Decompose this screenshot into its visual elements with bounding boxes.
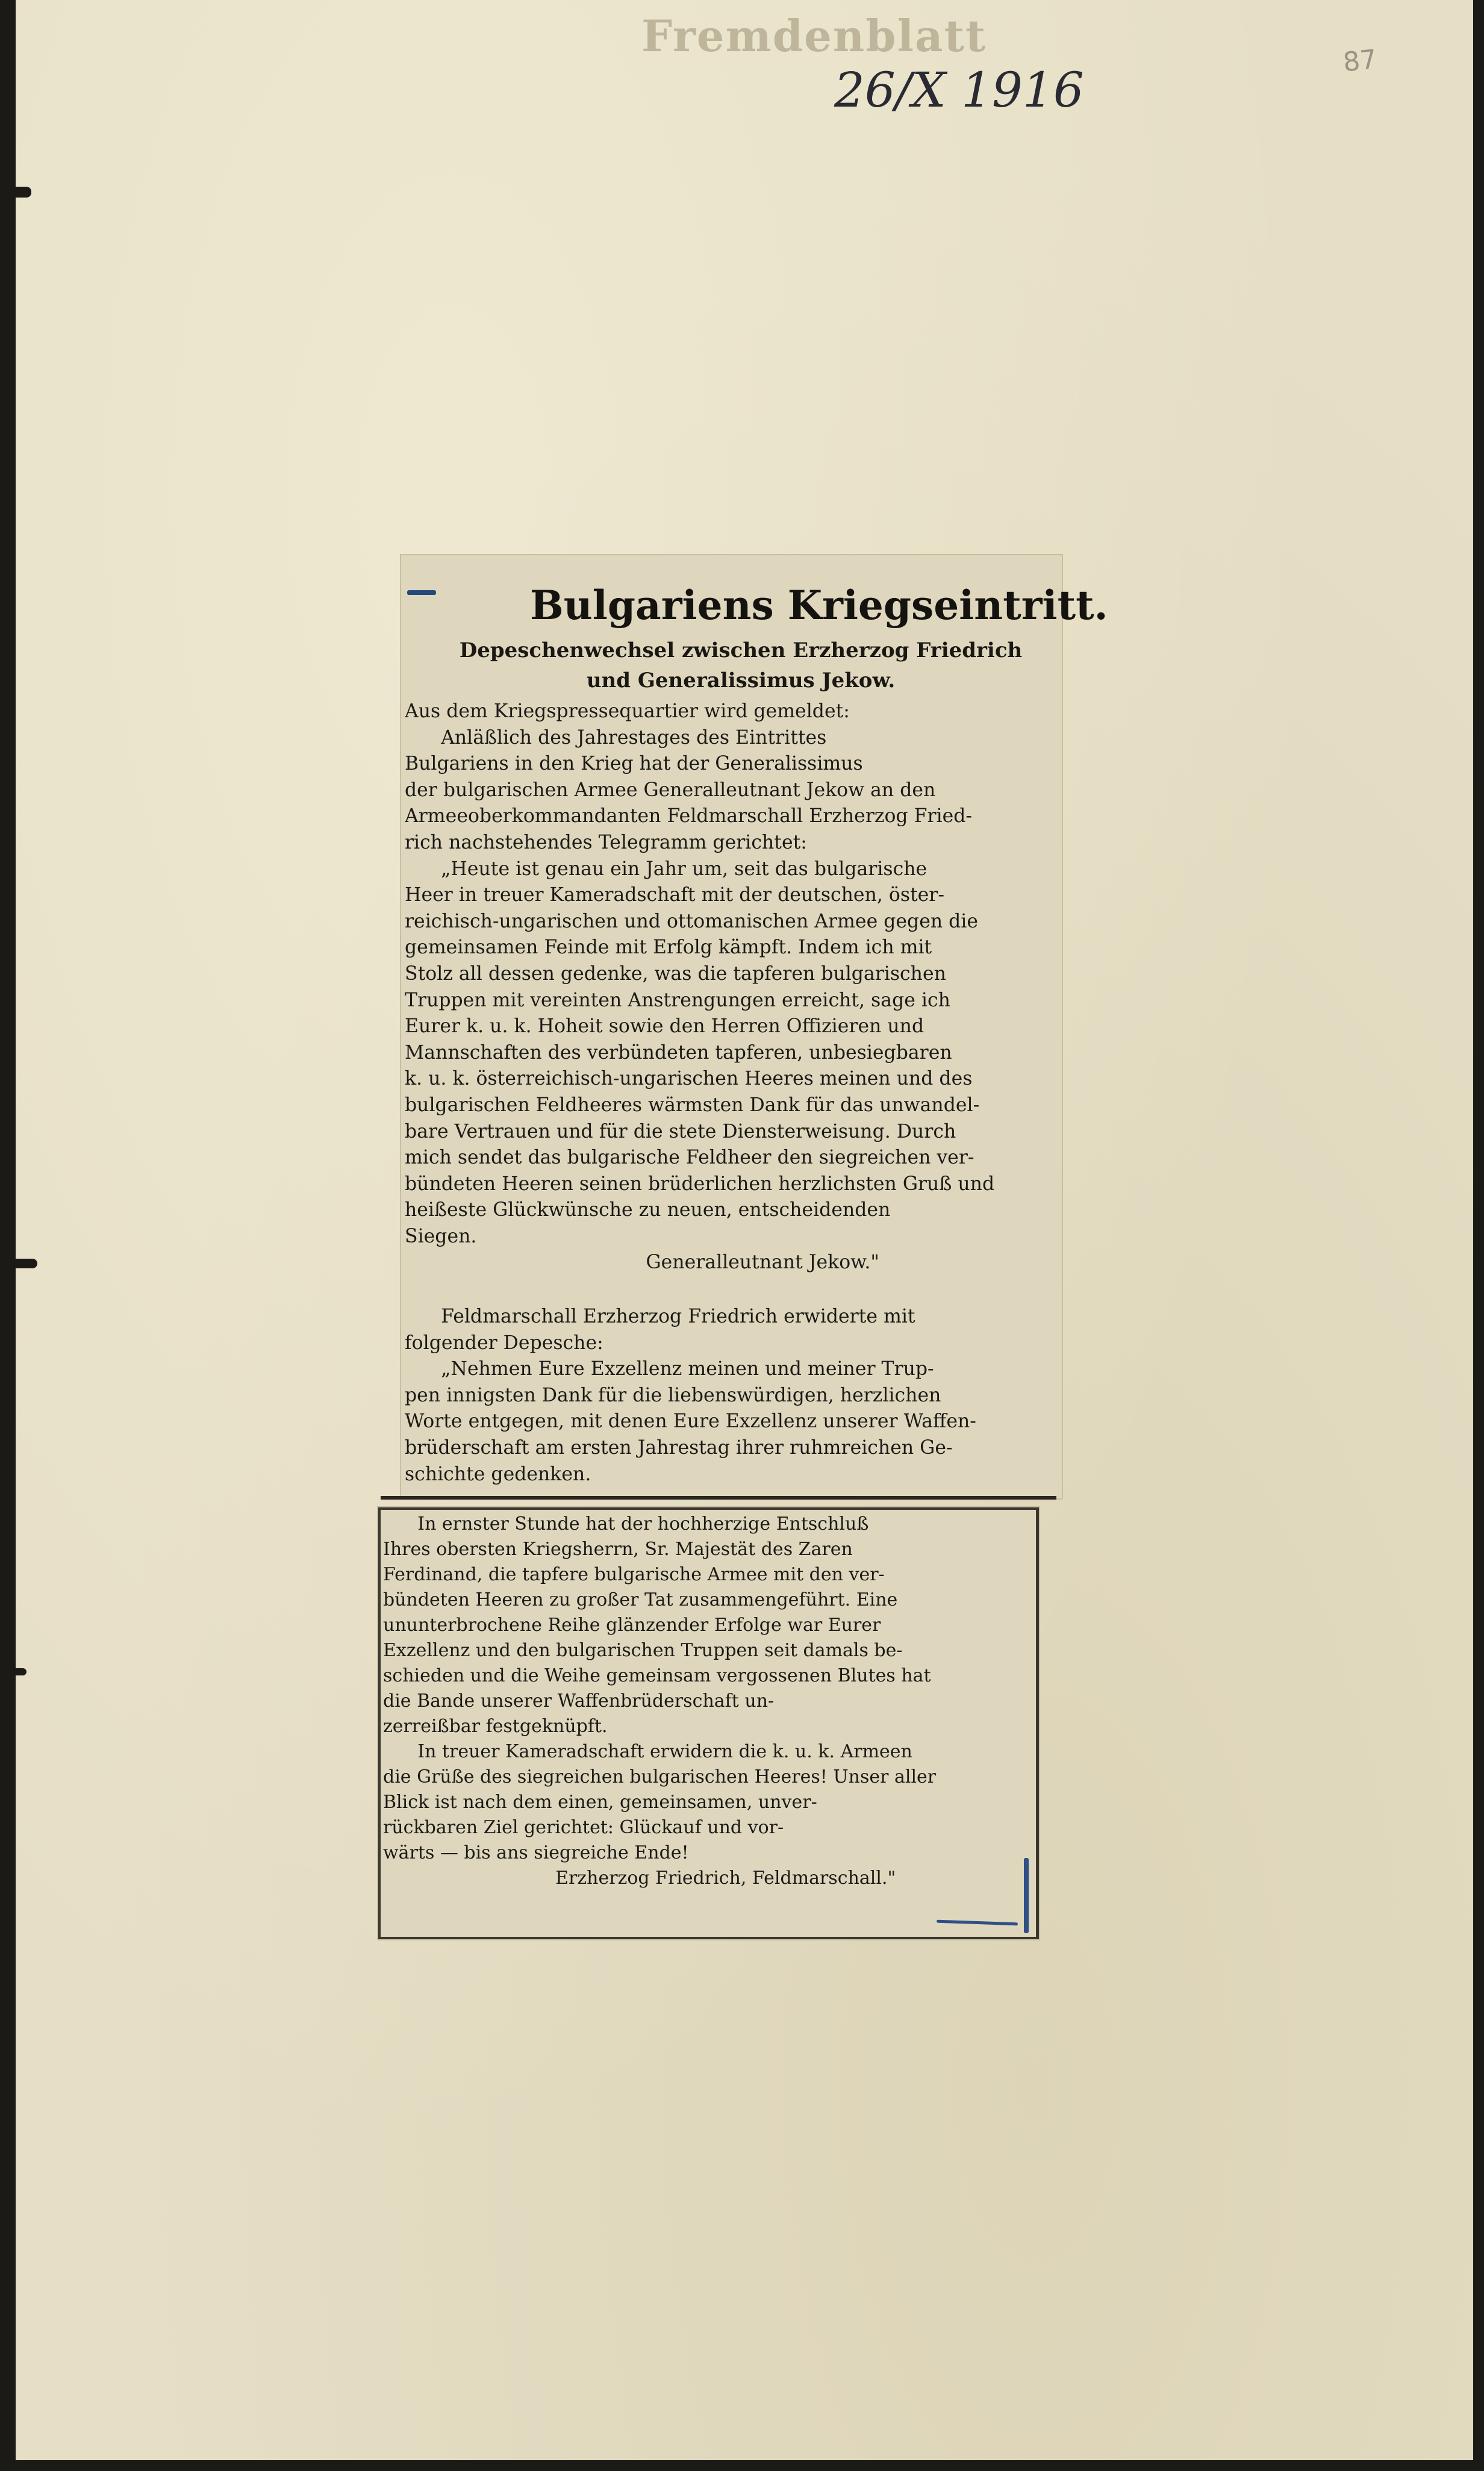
blue-ink-mark [407, 590, 436, 595]
page-number: 87 [1341, 43, 1379, 78]
article-subtitle: Depeschenwechsel zwischen Erzherzog Friedrich und Generalissimus Jekow. [459, 638, 1023, 693]
article-body-telegram: Aus dem Kriegspressequartier wird gemeldet: Anläßlich des Jahrestages des Eintrittes Bulgariens in den Krieg hat der Generalissimus der bulgarischen Armee Generalleutnant Jekow an den Armeeoberkommandanten Feldmarschall Erzherzog Fried- rich nachstehendes Telegramm gerichtet: „Heute ist genau ein Jahr um, seit das bulgarische Heer in treuer Kameradschaft mit der deutschen, öster- reichisch-ungarischen und ottomanischen Armee gegen die gemeinsamen Feinde mit Erfolg kämpft. Indem ich mit Stolz all dessen gedenke, was die tapferen bulgarischen Truppen mit vereinten Anstrengungen erreicht, sage ich Eurer k. u. k. Hoheit sowie den Herren Offizieren und Mannschaften des verbündeten tapferen, unbesiegbaren k. u. k. österreichisch-ungarischen Heeres meinen und des bulgarischen Feldheeres wärmsten Dank für das unwandel- bare Vertrauen und für die stete Diensterweisung. Durch mich sendet das bulgarische Feldheer den siegreichen ver- bündeten Heeren seinen brüderlichen herzlichsten Gruß und heißeste Glückwünsche zu neuen, entscheidenden Siegen. Generalleutnant Jekow." [405, 700, 995, 1274]
article-body-reply: In ernster Stunde hat der hochherzige Entschluß Ihres obersten Kriegsherrn, Sr. Majestät des Zaren Ferdinand, die tapfere bulgarische Armee mit den ver- bündeten Heeren zu großer Tat zusammengeführt. Eine ununterbrochene Reihe glänzender Erfolge war Eurer Exzellenz und den bulgarischen Truppen seit damals be- schieden und die Weihe gemeinsam vergossenen Blutes hat die Bande unserer Waffenbrüderschaft un- zerreißbar festgeknüpft. In treuer Kameradschaft erwidern die k. u. k. Armeen die Grüße des siegreichen bulgarischen Heeres! Unser aller Blick ist nach dem einen, gemeinsamen, unver- rückbaren Ziel gerichtet: Glückauf und vor- wärts — bis ans siegreiche Ende! Erzherzog Friedrich, Feldmarschall." [383, 1513, 937, 1889]
edge-tear-mark [0, 1259, 37, 1268]
edge-tear-mark [0, 187, 31, 198]
blue-pencil-bracket [1024, 1858, 1029, 1933]
article-title: Bulgariens Kriegseintritt. [530, 582, 1108, 629]
handwritten-date: 26/X 1916 [834, 62, 1084, 118]
edge-tear-mark [0, 1668, 26, 1675]
newspaper-stamp: Fremdenblatt [641, 10, 987, 61]
article-body-reply-intro: Feldmarschall Erzherzog Friedrich erwiderte mit folgender Depesche: „Nehmen Eure Exzellenz meinen und meiner Trup- pen innigsten Dank für die liebenswürdigen, herzlichen Worte entgegen, mit denen Eure Exzellenz unserer Waffen- brüderschaft am ersten Jahrestag ihrer ruhmreichen Ge- schichte gedenken. [405, 1306, 976, 1485]
